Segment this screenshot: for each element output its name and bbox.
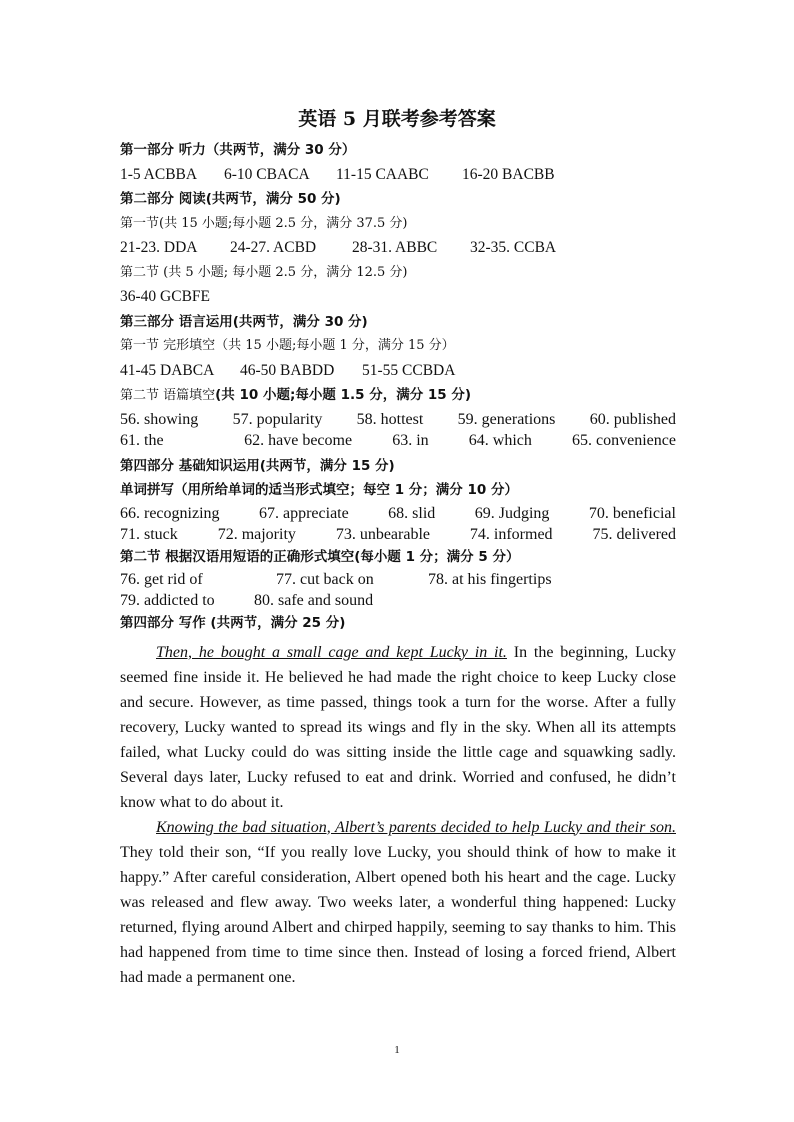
answers-row-66-70 — [120, 503, 676, 524]
answer-group: 1-5 ACBBA — [120, 165, 198, 183]
answer-group: 51-55 CCBDA — [362, 361, 456, 379]
part4-section2-heading: 第二节 根据汉语用短语的正确形式填空(每小题 1 分；满分 5 分） — [120, 548, 520, 565]
answer-item: 77. cut back on — [276, 571, 374, 588]
answer-group: 46-50 BABDD — [240, 361, 335, 379]
page-title: 英语 5 月联考参考答案 — [298, 108, 496, 130]
answer-item: 67. appreciate — [258, 504, 349, 522]
model-essay — [120, 640, 676, 990]
essay-paragraph-2 — [120, 815, 676, 990]
section-label: 第二节 语篇填空 — [120, 388, 216, 403]
answer-item: 69. Judging — [474, 504, 550, 522]
part3-heading: 第三部分 语言运用(共两节，满分 30 分) — [120, 313, 368, 330]
answer-item: 57. popularity — [232, 410, 323, 428]
answer-item: 63. in — [392, 431, 429, 449]
answer-item: 72. majority — [217, 525, 296, 543]
answer-group: 41-45 DABCA — [120, 361, 215, 379]
paragraph-opening-sentence: Then, he bought a small cage and kept Lucky in it. — [156, 643, 507, 661]
part5-heading: 第四部分 写作 (共两节，满分 25 分) — [120, 615, 346, 631]
answer-item: 58. hottest — [356, 410, 424, 428]
answers-row-61-65 — [120, 430, 676, 451]
answer-item: 65. convenience — [572, 431, 676, 449]
page-number: 1 — [394, 1044, 400, 1056]
answer-item: 56. showing — [120, 410, 199, 428]
part4-heading: 第四部分 基础知识运用(共两节，满分 15 分) — [120, 457, 395, 474]
part2-section2-answers: 36-40 GCBFE — [120, 288, 210, 305]
answer-group: 32-35. CCBA — [470, 239, 557, 256]
answer-group: 16-20 BACBB — [462, 165, 555, 183]
answer-item: 64. which — [468, 431, 532, 449]
part4-section1-heading: 单词拼写（用所给单词的适当形式填空；每空 1 分；满分 10 分） — [120, 482, 518, 498]
part3-section1-answers — [120, 359, 676, 384]
answer-group: 24-27. ACBD — [230, 239, 317, 256]
part2-section1-heading: 第一节(共 15 小题;每小题 2.5 分，满分 37.5 分) — [120, 215, 408, 231]
answer-item: 76. get rid of — [120, 571, 203, 588]
answers-row-56-60 — [120, 409, 676, 430]
paragraph-opening-sentence: Knowing the bad situation, Albert’s parents decided to help Lucky and their son. — [156, 818, 676, 836]
answer-item: 79. addicted to — [120, 592, 215, 609]
answer-group: 28-31. ABBC — [352, 239, 438, 256]
answers-row-76-78 — [120, 569, 676, 590]
answer-content — [120, 138, 676, 990]
answer-item: 59. generations — [457, 410, 556, 428]
answer-item: 70. beneficial — [588, 504, 676, 522]
answer-item: 74. informed — [469, 525, 553, 543]
essay-paragraph-1 — [120, 640, 676, 815]
answer-group: 21-23. DDA — [120, 239, 198, 256]
answer-group: 11-15 CAABC — [336, 165, 429, 183]
paragraph-body: In the beginning, Lucky seemed fine inside it. He believed he had made the right choice to keep Lucky close and secure. However, as time passed, things took a turn for the worse. After a fully recovery, Lucky wanted to spread its wings and fly in the sky. When all its attempts failed, what Lucky could do was sitting inside the little cage and squawking sadly. Several days later, Lucky refused to eat and drink. Worried and confused, he didn’t know what to do about it. — [120, 643, 677, 811]
part3-section2-heading — [120, 383, 676, 409]
part2-heading: 第二部分 阅读(共两节，满分 50 分) — [120, 191, 341, 207]
part2-section1-answers — [120, 236, 676, 261]
answer-item: 68. slid — [388, 504, 436, 522]
answer-item: 61. the — [120, 431, 164, 449]
answer-item: 75. delivered — [592, 525, 676, 543]
part1-heading: 第一部分 听力（共两节，满分 30 分） — [120, 142, 356, 158]
answers-row-71-75 — [120, 524, 676, 545]
answer-item: 60. published — [589, 410, 676, 428]
answer-item: 78. at his fingertips — [428, 571, 552, 588]
answer-item: 71. stuck — [120, 525, 178, 543]
part3-section1-heading: 第一节 完形填空（共 15 小题;每小题 1 分，满分 15 分） — [120, 338, 455, 353]
paragraph-body: They told their son, “If you really love Lucky, you should think of how to make it happy.” After careful consideration, Albert opened both his heart and the cage. Lucky was released and flew away. Two weeks later, a wonderful thing happened: Lucky returned, flying around Albert and chirped happily, seeming to say thanks to him. This had happened from time to time since then. Instead of losing a forced friend, Albert had made a permanent one. — [120, 843, 676, 986]
part1-answers — [120, 163, 676, 188]
answer-item: 73. unbearable — [335, 525, 430, 543]
answer-item: 62. have become — [244, 431, 353, 449]
section-scoring: (共 10 小题;每小题 1.5 分，满分 15 分) — [215, 387, 472, 403]
answer-item: 80. safe and sound — [254, 592, 374, 609]
part2-section2-heading: 第二节 (共 5 小题; 每小题 2.5 分，满分 12.5 分) — [120, 264, 408, 280]
answers-row-79-80 — [120, 590, 676, 611]
answer-group: 6-10 CBACA — [224, 165, 310, 183]
answer-item: 66. recognizing — [120, 504, 220, 522]
